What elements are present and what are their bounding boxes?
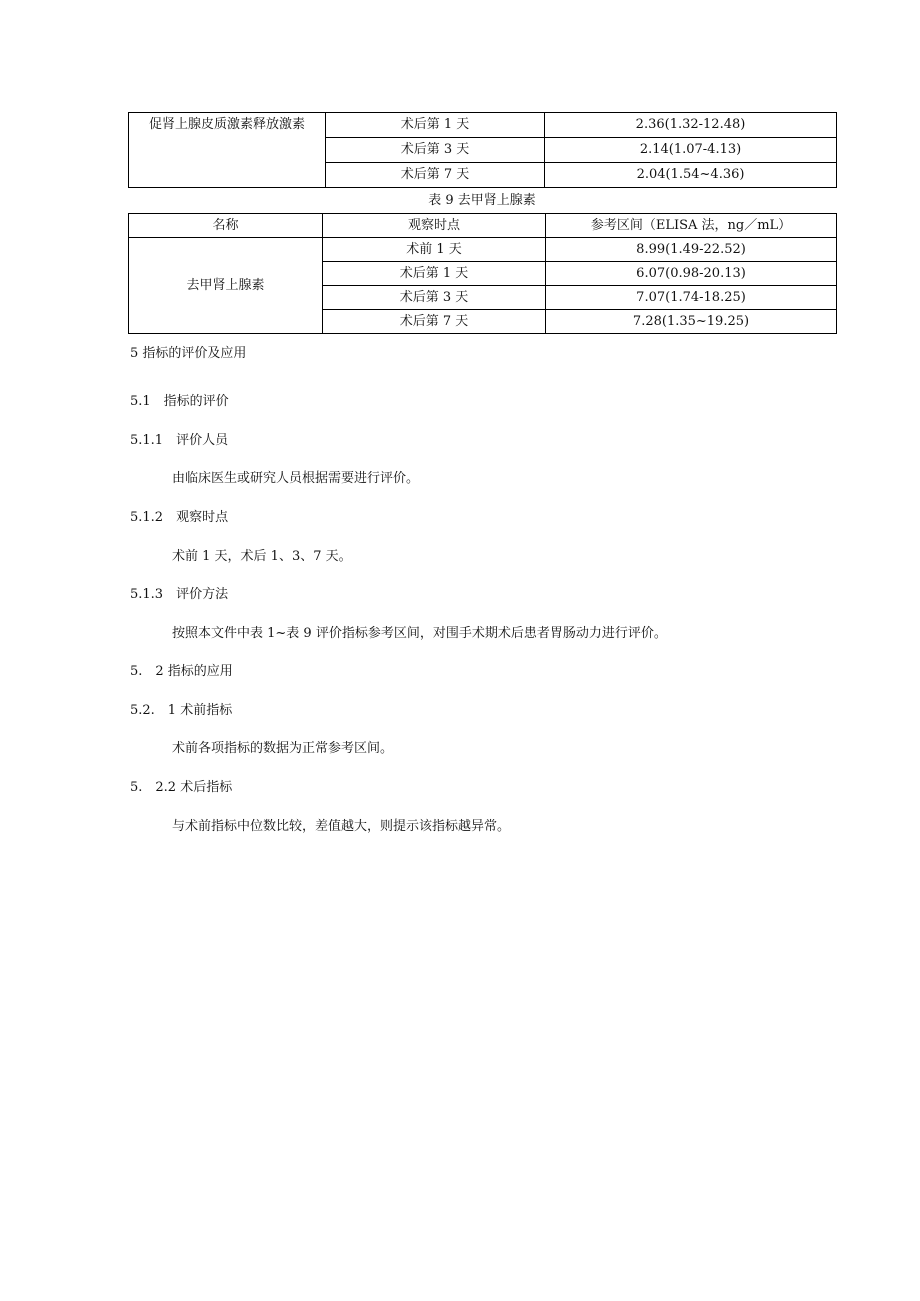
section-5-2-heading: 5. 2 指标的应用 (130, 664, 233, 679)
section-5-2-1-heading: 5.2. 1 术前指标 (130, 703, 233, 718)
header-reference-range: 参考区间（ELISA 法，ng／mL） (546, 214, 837, 238)
reference-range-cell: 7.28(1.35~19.25) (546, 310, 837, 334)
time-point-cell: 术后第 7 天 (326, 163, 545, 188)
time-point-cell: 术前 1 天 (323, 238, 546, 262)
section-5-1-2-text: 术前 1 天，术后 1、3、7 天。 (172, 549, 352, 564)
section-5-1-2-heading: 5.1.2 观察时点 (130, 510, 229, 525)
indicator-name-cell: 促肾上腺皮质激素释放激素 (129, 113, 326, 188)
section-5-1-1-text: 由临床医生或研究人员根据需要进行评价。 (172, 471, 420, 486)
indicator-name-cell: 去甲肾上腺素 (129, 238, 323, 334)
reference-range-cell: 2.14(1.07-4.13) (545, 138, 837, 163)
time-point-cell: 术后第 1 天 (326, 113, 545, 138)
table-header-row (129, 214, 837, 238)
section-5-1-heading: 5.1 指标的评价 (130, 394, 229, 409)
reference-range-cell: 6.07(0.98-20.13) (546, 262, 837, 286)
section-5-2-2-text: 与术前指标中位数比较，差值越大，则提示该指标越异常。 (172, 819, 511, 834)
time-point-cell: 术后第 7 天 (323, 310, 546, 334)
section-5-1-1-heading: 5.1.1 评价人员 (130, 433, 229, 448)
time-point-cell: 术后第 3 天 (323, 286, 546, 310)
header-time-point: 观察时点 (323, 214, 546, 238)
reference-range-cell: 2.04(1.54~4.36) (545, 163, 837, 188)
table-8-continued (128, 112, 837, 188)
table-9-caption: 表 9 去甲肾上腺素 (428, 193, 536, 208)
reference-range-cell: 8.99(1.49-22.52) (546, 238, 837, 262)
table-row (129, 238, 837, 262)
table-9 (128, 213, 837, 334)
reference-range-cell: 7.07(1.74-18.25) (546, 286, 837, 310)
section-5-heading: 5 指标的评价及应用 (130, 346, 247, 361)
time-point-cell: 术后第 1 天 (323, 262, 546, 286)
header-name: 名称 (129, 214, 323, 238)
section-5-2-1-text: 术前各项指标的数据为正常参考区间。 (172, 741, 394, 756)
time-point-cell: 术后第 3 天 (326, 138, 545, 163)
section-5-1-3-heading: 5.1.3 评价方法 (130, 587, 229, 602)
section-5-1-3-text: 按照本文件中表 1~表 9 评价指标参考区间，对围手术期术后患者胃肠动力进行评价。 (172, 626, 667, 641)
table-row (129, 113, 837, 138)
section-5-2-2-heading: 5. 2.2 术后指标 (130, 780, 233, 795)
reference-range-cell: 2.36(1.32-12.48) (545, 113, 837, 138)
